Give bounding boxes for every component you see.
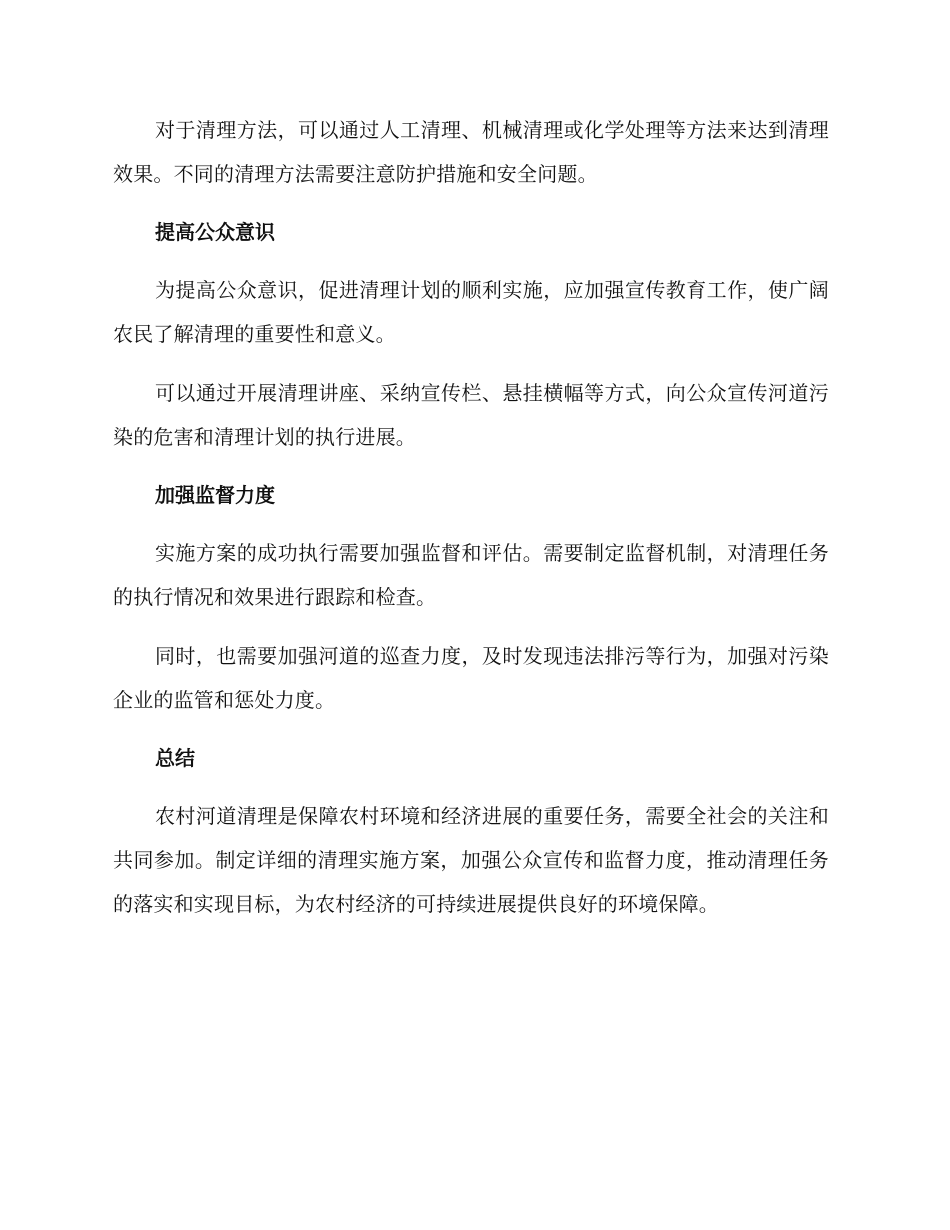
paragraph-publicity-methods: 可以通过开展清理讲座、采纳宣传栏、悬挂横幅等方式，向公众宣传河道污染的危害和清理计划的执行进展。 [113, 381, 829, 449]
paragraph-publicity-education: 为提高公众意识，促进清理计划的顺利实施，应加强宣传教育工作，使广阔农民了解清理的重要性和意义。 [113, 278, 829, 346]
heading-supervision: 加强监督力度 [155, 483, 275, 507]
heading-public-awareness: 提高公众意识 [155, 220, 275, 244]
paragraph-cleaning-methods: 对于清理方法，可以通过人工清理、机械清理或化学处理等方法来达到清理效果。不同的清理方法需要注意防护措施和安全问题。 [113, 118, 829, 186]
document-body [113, 108, 829, 926]
paragraph-summary: 农村河道清理是保障农村环境和经济进展的重要任务，需要全社会的关注和共同参加。制定详细的清理实施方案，加强公众宣传和监督力度，推动清理任务的落实和实现目标，为农村经济的可持续进展提供良好的环境保障。 [113, 804, 829, 916]
heading-summary: 总结 [155, 746, 195, 770]
paragraph-supervision-mechanism: 实施方案的成功执行需要加强监督和评估。需要制定监督机制，对清理任务的执行情况和效果进行跟踪和检查。 [113, 541, 829, 609]
paragraph-river-inspection: 同时，也需要加强河道的巡查力度，及时发现违法排污等行为，加强对污染企业的监管和惩处力度。 [113, 644, 829, 712]
